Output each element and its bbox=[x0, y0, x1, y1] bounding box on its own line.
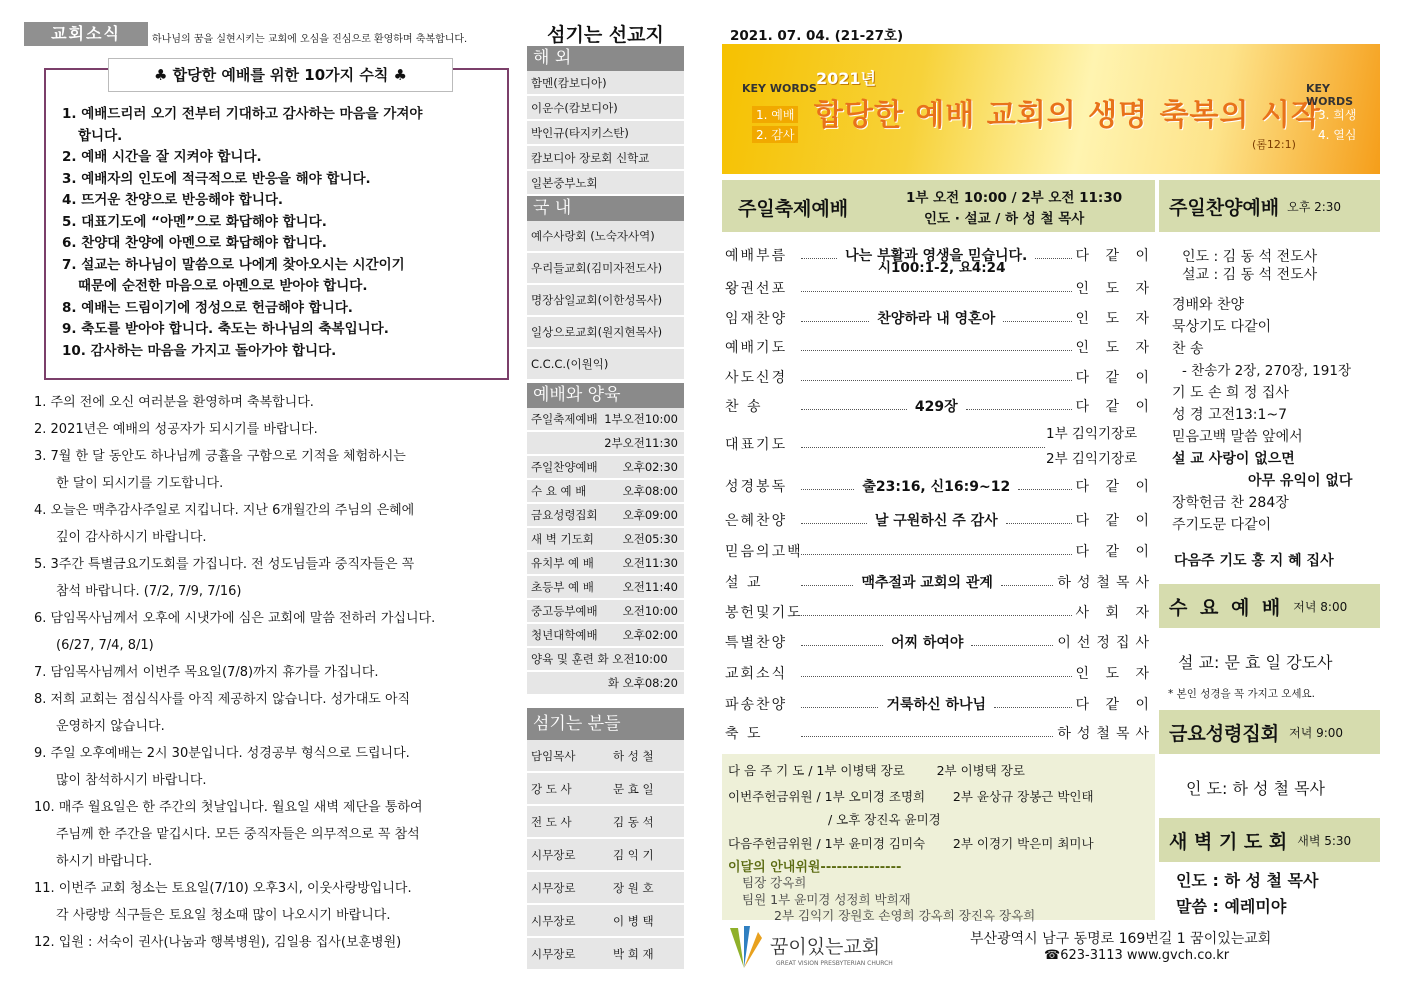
order-item: 나는 부활과 영생을 믿습니다. bbox=[845, 248, 1028, 264]
domestic-list bbox=[527, 221, 684, 381]
friday-header bbox=[1159, 710, 1380, 754]
schedule-name: 수 요 예 배 bbox=[531, 484, 587, 498]
church-news-tag: 교회소식 bbox=[24, 22, 148, 46]
order-label: 축 도 bbox=[725, 726, 763, 742]
schedule-time: 오전10:00 bbox=[622, 604, 678, 618]
banner-reference: (롬12:1) bbox=[1252, 138, 1296, 151]
rule-item: 3. 예배자의 인도에 적극적으로 반응을 해야 합니다. bbox=[62, 170, 371, 187]
order-leader-dots bbox=[801, 482, 854, 490]
order-person: 다 같 이 bbox=[1075, 248, 1155, 264]
offering-this-week: 이번주헌금위원 / 1부 오미경 조명희 2부 윤상규 장봉근 박인태 bbox=[728, 789, 1094, 804]
domestic-item: 예수사랑회 (노숙자사역) bbox=[527, 221, 684, 253]
schedule-name: 초등부 예 배 bbox=[531, 580, 594, 594]
next-prayer: 다 음 주 기 도 / 1부 이병택 장로 2부 이병택 장로 bbox=[728, 763, 1025, 778]
praise-leader: 인도 : 김 동 석 전도사 bbox=[1182, 249, 1318, 265]
banner-main-title: 합당한 예배 교회의 생명 축복의 시작 bbox=[814, 98, 1321, 133]
rule-item: 7. 설교는 하나님이 말씀으로 나에게 찾아오시는 시간이기 bbox=[62, 256, 405, 273]
order-person: 하성철목사 bbox=[1057, 726, 1155, 742]
friday-time: 저녁 9:00 bbox=[1289, 725, 1344, 740]
schedule-row bbox=[527, 576, 684, 600]
worship-rules-title: ♣ 합당한 예배를 위한 10가지 수칙 ♣ bbox=[108, 58, 453, 92]
keywords-right-title: KEY WORDS bbox=[1306, 82, 1354, 108]
praise-order bbox=[1172, 294, 1377, 536]
overseas-item: 캄보디아 장로회 신학교 bbox=[527, 146, 684, 171]
guide-members-1: 팀원 1부 윤미경 성정희 박희재 bbox=[742, 892, 911, 907]
server-name: 김 익 기 bbox=[613, 847, 654, 862]
order-item: 429장 bbox=[914, 399, 958, 415]
order-leader-dots bbox=[801, 314, 869, 322]
guide-leader: 팀장 강옥희 bbox=[742, 875, 807, 890]
church-contact: ☎623-3113 www.gvch.co.kr bbox=[1044, 948, 1230, 963]
rule-item: 5. 대표기도에 “아멘”으로 화답해야 합니다. bbox=[62, 213, 327, 230]
schedule-name: 유치부 예 배 bbox=[531, 556, 594, 570]
order-leader-dots bbox=[971, 638, 1053, 646]
order-label: 믿음의고백 bbox=[725, 544, 803, 560]
domestic-header: 국 내 bbox=[527, 196, 684, 221]
order-row bbox=[725, 474, 1155, 498]
server-role: 시무장로 bbox=[531, 847, 576, 862]
offering-afternoon: / 오후 장진옥 윤미경 bbox=[828, 812, 941, 827]
order-leader-dots bbox=[801, 638, 883, 646]
server-name: 장 원 호 bbox=[613, 880, 654, 895]
server-row bbox=[527, 905, 684, 938]
schedule-name: 금요성령집회 bbox=[531, 508, 598, 522]
schedule-header: 예배와 양육 bbox=[527, 383, 684, 408]
order-label: 교회소식 bbox=[725, 666, 788, 682]
dawn-header bbox=[1159, 818, 1380, 862]
order-leader-dots bbox=[801, 284, 1072, 292]
order-leader-dots bbox=[1003, 314, 1071, 322]
server-row bbox=[527, 872, 684, 905]
server-role: 시무장로 bbox=[531, 880, 576, 895]
praise-line: 성 경 고전13:1~7 bbox=[1172, 407, 1288, 423]
domestic-item: C.C.C.(이원익) bbox=[527, 349, 684, 381]
notice-item: 많이 참석하시기 바랍니다. bbox=[56, 773, 207, 788]
notice-item: 5. 3주간 특별금요기도회를 가집니다. 전 성도님들과 중직자들은 꼭 bbox=[34, 557, 415, 572]
order-row bbox=[725, 661, 1155, 685]
schedule-row bbox=[527, 504, 684, 528]
schedule-row bbox=[527, 432, 684, 456]
overseas-list bbox=[527, 71, 684, 196]
notice-item: 한 달이 되시기를 기도합니다. bbox=[56, 476, 224, 491]
order-item: 거룩하신 하나님 bbox=[886, 697, 987, 713]
church-logo-english: GREAT VISION PRESBYTERIAN CHURCH bbox=[776, 960, 893, 967]
notice-item: 7. 담임목사님께서 이번주 목요일(7/8)까지 휴가를 가집니다. bbox=[34, 665, 379, 680]
wednesday-time: 저녁 8:00 bbox=[1293, 599, 1348, 614]
order-leader-dots bbox=[801, 440, 1045, 448]
schedule-time: 오후09:00 bbox=[622, 508, 678, 522]
friday-title: 금요성령집회 bbox=[1169, 722, 1280, 745]
praise-service-time: 오후 2:30 bbox=[1287, 199, 1342, 214]
overseas-item: 일본중부노회 bbox=[527, 171, 684, 196]
order-leader-dots bbox=[801, 343, 1072, 351]
schedule-name: 청년대학예배 bbox=[531, 628, 598, 642]
keyword-3: 3. 희생 bbox=[1318, 108, 1357, 122]
order-row bbox=[725, 630, 1155, 654]
notice-item: 12. 입원 : 서숙이 권사(나눔과 행복병원), 김일용 집사(보훈병원) bbox=[34, 935, 402, 950]
order-label: 예배기도 bbox=[725, 340, 788, 356]
praise-line: 설 교 사랑이 없으면 bbox=[1172, 451, 1295, 467]
server-name: 박 희 재 bbox=[613, 946, 654, 961]
schedule-row bbox=[527, 456, 684, 480]
praise-line: 아무 유익이 없다 bbox=[1248, 473, 1353, 489]
keywords-left-title: KEY WORDS bbox=[742, 82, 817, 95]
church-address: 부산광역시 남구 동명로 169번길 1 꿈이있는교회 bbox=[970, 931, 1272, 947]
order-leader-dots bbox=[1035, 251, 1071, 259]
order-leader-dots bbox=[801, 608, 1072, 616]
order-label: 사도신경 bbox=[725, 370, 788, 386]
schedule-time: 1부오전10:00 bbox=[604, 412, 678, 426]
notice-item: 10. 매주 월요일은 한 주간의 첫날입니다. 월요일 새벽 제단을 통하여 bbox=[34, 800, 423, 815]
order-row bbox=[725, 335, 1155, 359]
schedule-time: 오전11:40 bbox=[622, 580, 678, 594]
order-row bbox=[725, 394, 1155, 418]
order-leader-dots bbox=[966, 402, 1072, 410]
order-leader-dots bbox=[801, 578, 853, 586]
schedule-time: 오전11:30 bbox=[622, 556, 678, 570]
server-name: 이 병 택 bbox=[613, 913, 654, 928]
rule-item: 6. 찬양대 찬양에 아멘으로 화답해야 합니다. bbox=[62, 235, 327, 251]
server-row bbox=[527, 938, 684, 971]
sunday-service-title: 주일축제예배 bbox=[738, 198, 849, 220]
notice-item: 참석 바랍니다. (7/2, 7/9, 7/16) bbox=[56, 584, 242, 599]
schedule-row bbox=[527, 672, 684, 696]
schedule-name: 양육 및 훈련 화 오전10:00 bbox=[531, 652, 668, 666]
rule-item: 합니다. bbox=[78, 127, 123, 144]
order-label: 성경봉독 bbox=[725, 479, 788, 495]
schedule-row bbox=[527, 480, 684, 504]
schedule-row bbox=[527, 528, 684, 552]
order-leader-dots bbox=[801, 373, 1072, 381]
order-person: 하성철목사 bbox=[1057, 575, 1155, 591]
order-item: 어찌 하여야 bbox=[890, 635, 964, 651]
domestic-item: 우리들교회(김미자전도사) bbox=[527, 253, 684, 285]
notice-item: 1. 주의 전에 오신 여러분을 환영하며 축복합니다. bbox=[34, 395, 314, 410]
wednesday-preacher: 설 교: 문 효 일 강도사 bbox=[1178, 653, 1333, 672]
order-person: 이선정집사 bbox=[1057, 635, 1155, 651]
bulletin-date: 2021. 07. 04. (21-27호) bbox=[730, 28, 904, 44]
notice-item: 4. 오늘은 맥추감사주일로 지킵니다. 지난 6개월간의 주님의 은혜에 bbox=[34, 503, 415, 518]
order-row bbox=[725, 692, 1155, 716]
praise-line: 찬 송 bbox=[1172, 341, 1204, 357]
praise-line: - 찬송가 2장, 270장, 191장 bbox=[1182, 363, 1351, 379]
order-leader-dots bbox=[801, 729, 1053, 737]
overseas-item: 함멘(캄보디아) bbox=[527, 71, 684, 96]
server-role: 담임목사 bbox=[531, 748, 576, 763]
server-name: 김 동 석 bbox=[613, 814, 654, 829]
schedule-list bbox=[527, 408, 684, 696]
notice-item: 하시기 바랍니다. bbox=[56, 854, 153, 869]
order-person: 사 회 자 bbox=[1075, 605, 1155, 621]
order-row bbox=[725, 276, 1155, 300]
order-person: 다 같 이 bbox=[1075, 513, 1155, 529]
schedule-name: 주일축제예배 bbox=[531, 412, 598, 426]
order-label: 찬 송 bbox=[725, 399, 763, 415]
order-label: 임재찬양 bbox=[725, 311, 788, 327]
church-logo-icon bbox=[724, 924, 764, 970]
guide-members-2: 2부 김익기 장원호 손영희 강옥희 장진옥 장옥희 bbox=[774, 908, 1036, 923]
schedule-row bbox=[527, 408, 684, 432]
schedule-time: 오후02:00 bbox=[622, 628, 678, 642]
order-label: 은혜찬양 bbox=[725, 513, 788, 529]
praise-line: 경배와 찬양 bbox=[1172, 297, 1245, 313]
server-role: 강 도 사 bbox=[531, 781, 572, 796]
order-leader-dots bbox=[1006, 516, 1072, 524]
schedule-time: 오전05:30 bbox=[622, 532, 678, 546]
schedule-name: 새 벽 기도회 bbox=[531, 532, 594, 546]
notice-list bbox=[34, 389, 524, 956]
mission-title: 섬기는 선교지 bbox=[547, 24, 664, 46]
schedule-name: 주일찬양예배 bbox=[531, 460, 598, 474]
notice-item: (6/27, 7/4, 8/1) bbox=[56, 638, 154, 653]
notice-item: 11. 이번주 교회 청소는 토요일(7/10) 오후3시, 이웃사랑방입니다. bbox=[34, 881, 412, 896]
schedule-time: 오후02:30 bbox=[622, 460, 678, 474]
praise-preacher: 설교 : 김 동 석 전도사 bbox=[1182, 267, 1318, 283]
domestic-item: 일상으로교회(원지현목사) bbox=[527, 317, 684, 349]
wednesday-note: * 본인 성경을 꼭 가지고 오세요. bbox=[1168, 688, 1315, 700]
dawn-time: 새벽 5:30 bbox=[1297, 833, 1352, 848]
overseas-header: 해 외 bbox=[527, 46, 684, 71]
order-item: 찬양하라 내 영혼아 bbox=[877, 311, 996, 327]
schedule-row bbox=[527, 624, 684, 648]
overseas-item: 이운수(캄보디아) bbox=[527, 96, 684, 121]
overseas-item: 박인규(타지키스탄) bbox=[527, 121, 684, 146]
notice-item: 2. 2021년은 예배의 성공자가 되시기를 바랍니다. bbox=[34, 422, 318, 437]
prayer-second: 2부 김익기장로 bbox=[1046, 451, 1138, 467]
rule-item: 2. 예배 시간을 잘 지켜야 합니다. bbox=[62, 149, 262, 165]
guide-title: 이달의 안내위원--------------- bbox=[728, 860, 902, 875]
praise-next-prayer: 다음주 기도 홍 지 혜 집사 bbox=[1174, 553, 1334, 569]
banner-year: 2021년 bbox=[816, 69, 876, 88]
rule-item: 때문에 순전한 마음으로 아멘으로 받아야 합니다. bbox=[78, 278, 368, 294]
order-leader-dots bbox=[801, 251, 837, 259]
order-person: 인 도 자 bbox=[1075, 311, 1155, 327]
order-person: 인 도 자 bbox=[1075, 666, 1155, 682]
order-label: 대표기도 bbox=[725, 437, 788, 453]
server-row bbox=[527, 839, 684, 872]
order-leader-dots bbox=[801, 516, 867, 524]
rule-item: 10. 감사하는 마음을 가지고 돌아가야 합니다. bbox=[62, 342, 337, 359]
schedule-time: 오후08:00 bbox=[622, 484, 678, 498]
sunday-service-leader: 인도 · 설교 / 하 성 철 목사 bbox=[924, 211, 1085, 227]
schedule-row bbox=[527, 648, 684, 672]
order-row bbox=[725, 306, 1155, 330]
order-label: 파송찬양 bbox=[725, 697, 788, 713]
welcome-text: 하나님의 꿈을 실현시키는 교회에 오심을 진심으로 환영하며 축복합니다. bbox=[152, 34, 468, 45]
wednesday-header bbox=[1159, 584, 1380, 628]
server-name: 문 효 일 bbox=[613, 781, 654, 796]
order-label: 특별찬양 bbox=[725, 635, 788, 651]
order-row bbox=[725, 570, 1155, 594]
rule-item: 9. 축도를 받아야 합니다. 축도는 하나님의 축복입니다. bbox=[62, 321, 389, 337]
schedule-time: 2부오전11:30 bbox=[604, 436, 678, 450]
order-person: 다 같 이 bbox=[1075, 399, 1156, 415]
notice-item: 6. 담임목사님께서 오후에 시냇가에 심은 교회에 말씀 전하러 가십니다. bbox=[34, 611, 436, 626]
worship-rules-list bbox=[62, 104, 502, 362]
schedule-time: 화 오후08:20 bbox=[607, 676, 678, 690]
order-leader-dots bbox=[801, 402, 907, 410]
order-item: 맥추절과 교회의 관계 bbox=[861, 575, 993, 591]
order-leader-dots bbox=[801, 547, 1072, 555]
order-leader-dots bbox=[1018, 482, 1071, 490]
keyword-2: 2. 감사 bbox=[752, 126, 798, 143]
order-label: 예배부름 bbox=[725, 248, 788, 264]
prayer-first: 1부 김익기장로 bbox=[1046, 426, 1138, 442]
order-person: 다 같 이 bbox=[1075, 479, 1156, 495]
order-leader-dots bbox=[801, 700, 878, 708]
order-leader-dots bbox=[801, 669, 1072, 677]
praise-line: 주기도문 다같이 bbox=[1172, 517, 1272, 533]
dawn-word: 말씀 : 예레미야 bbox=[1176, 897, 1287, 916]
order-person: 다 같 이 bbox=[1075, 370, 1155, 386]
schedule-row bbox=[527, 600, 684, 624]
friday-leader: 인 도: 하 성 철 목사 bbox=[1186, 779, 1326, 798]
praise-line: 묵상기도 다같이 bbox=[1172, 319, 1272, 335]
order-item: 날 구원하신 주 감사 bbox=[874, 513, 998, 529]
praise-line: 믿음고백 말씀 앞에서 bbox=[1172, 429, 1303, 445]
offering-next-week: 다음주헌금위원 / 1부 윤미경 김미숙 2부 이경기 박은미 최미나 bbox=[728, 836, 1094, 851]
praise-service-header bbox=[1159, 180, 1380, 232]
order-person: 인 도 자 bbox=[1075, 281, 1155, 297]
server-role: 시무장로 bbox=[531, 913, 576, 928]
order-leader-dots bbox=[1001, 578, 1053, 586]
rule-item: 1. 예배드리러 오기 전부터 기대하고 감사하는 마음을 가져야 bbox=[62, 106, 423, 122]
sunday-service-header bbox=[722, 180, 1155, 232]
notice-item: 깊이 감사하시기 바랍니다. bbox=[56, 530, 207, 545]
praise-line: 장학헌금 찬 284장 bbox=[1172, 495, 1289, 511]
rule-item: 4. 뜨거운 찬양으로 반응해야 합니다. bbox=[62, 192, 284, 208]
wednesday-title: 수 요 예 배 bbox=[1169, 596, 1284, 619]
notice-item: 8. 저희 교회는 점심식사를 아직 제공하지 않습니다. 성가대도 아직 bbox=[34, 692, 411, 707]
order-person: 다 같 이 bbox=[1075, 697, 1155, 713]
order-row bbox=[725, 600, 1155, 624]
servers-header: 섬기는 분들 bbox=[527, 708, 684, 740]
keyword-1: 1. 예배 bbox=[752, 106, 798, 123]
mission-column bbox=[527, 20, 684, 971]
theme-banner bbox=[722, 44, 1380, 174]
sunday-service-times: 1부 오전 10:00 / 2부 오전 11:30 bbox=[906, 190, 1123, 206]
call-reference: 시100:1-2, 요4:24 bbox=[878, 260, 1006, 276]
server-row bbox=[527, 740, 684, 773]
church-logo-text: 꿈이있는교회 bbox=[770, 936, 881, 958]
order-label: 왕권선포 bbox=[725, 281, 788, 297]
server-name: 하 성 철 bbox=[613, 748, 654, 763]
dawn-title: 새 벽 기 도 회 bbox=[1169, 830, 1288, 853]
schedule-row bbox=[527, 552, 684, 576]
rule-item: 8. 예배는 드림이기에 정성으로 헌금해야 합니다. bbox=[62, 299, 353, 316]
server-role: 시무장로 bbox=[531, 946, 576, 961]
notice-item: 운영하지 않습니다. bbox=[56, 719, 165, 734]
schedule-name: 중고등부예배 bbox=[531, 604, 598, 618]
order-row bbox=[725, 721, 1155, 745]
order-item: 출23:16, 신16:9~12 bbox=[862, 479, 1011, 495]
order-row bbox=[725, 365, 1155, 389]
notice-item: 주님께 한 주간을 맡깁시다. 모든 중직자들은 의무적으로 꼭 참석 bbox=[56, 827, 420, 842]
order-row bbox=[725, 508, 1155, 532]
order-leader-dots bbox=[994, 700, 1071, 708]
servers-list bbox=[527, 740, 684, 971]
order-label: 봉헌및기도 bbox=[725, 605, 803, 621]
keyword-4: 4. 열심 bbox=[1318, 128, 1357, 142]
server-row bbox=[527, 806, 684, 839]
notice-item: 9. 주일 오후예배는 2시 30분입니다. 성경공부 형식으로 드립니다. bbox=[34, 746, 410, 761]
notice-item: 각 사랑방 식구들은 토요일 청소때 많이 나오시기 바랍니다. bbox=[56, 908, 391, 923]
server-row bbox=[527, 773, 684, 806]
order-row bbox=[725, 539, 1155, 563]
server-role: 전 도 사 bbox=[531, 814, 572, 829]
notice-item: 3. 7월 한 달 동안도 하나님께 긍휼을 구함으로 기적을 체험하시는 bbox=[34, 449, 406, 464]
dawn-leader: 인도 : 하 성 철 목사 bbox=[1176, 871, 1319, 890]
praise-service-title: 주일찬양예배 bbox=[1169, 196, 1280, 219]
order-label: 설 교 bbox=[725, 575, 763, 591]
order-person: 인 도 자 bbox=[1075, 340, 1155, 356]
order-person: 다 같 이 bbox=[1075, 544, 1155, 560]
domestic-item: 명장삼일교회(이한성목사) bbox=[527, 285, 684, 317]
praise-line: 기 도 손 희 정 집사 bbox=[1172, 385, 1289, 401]
